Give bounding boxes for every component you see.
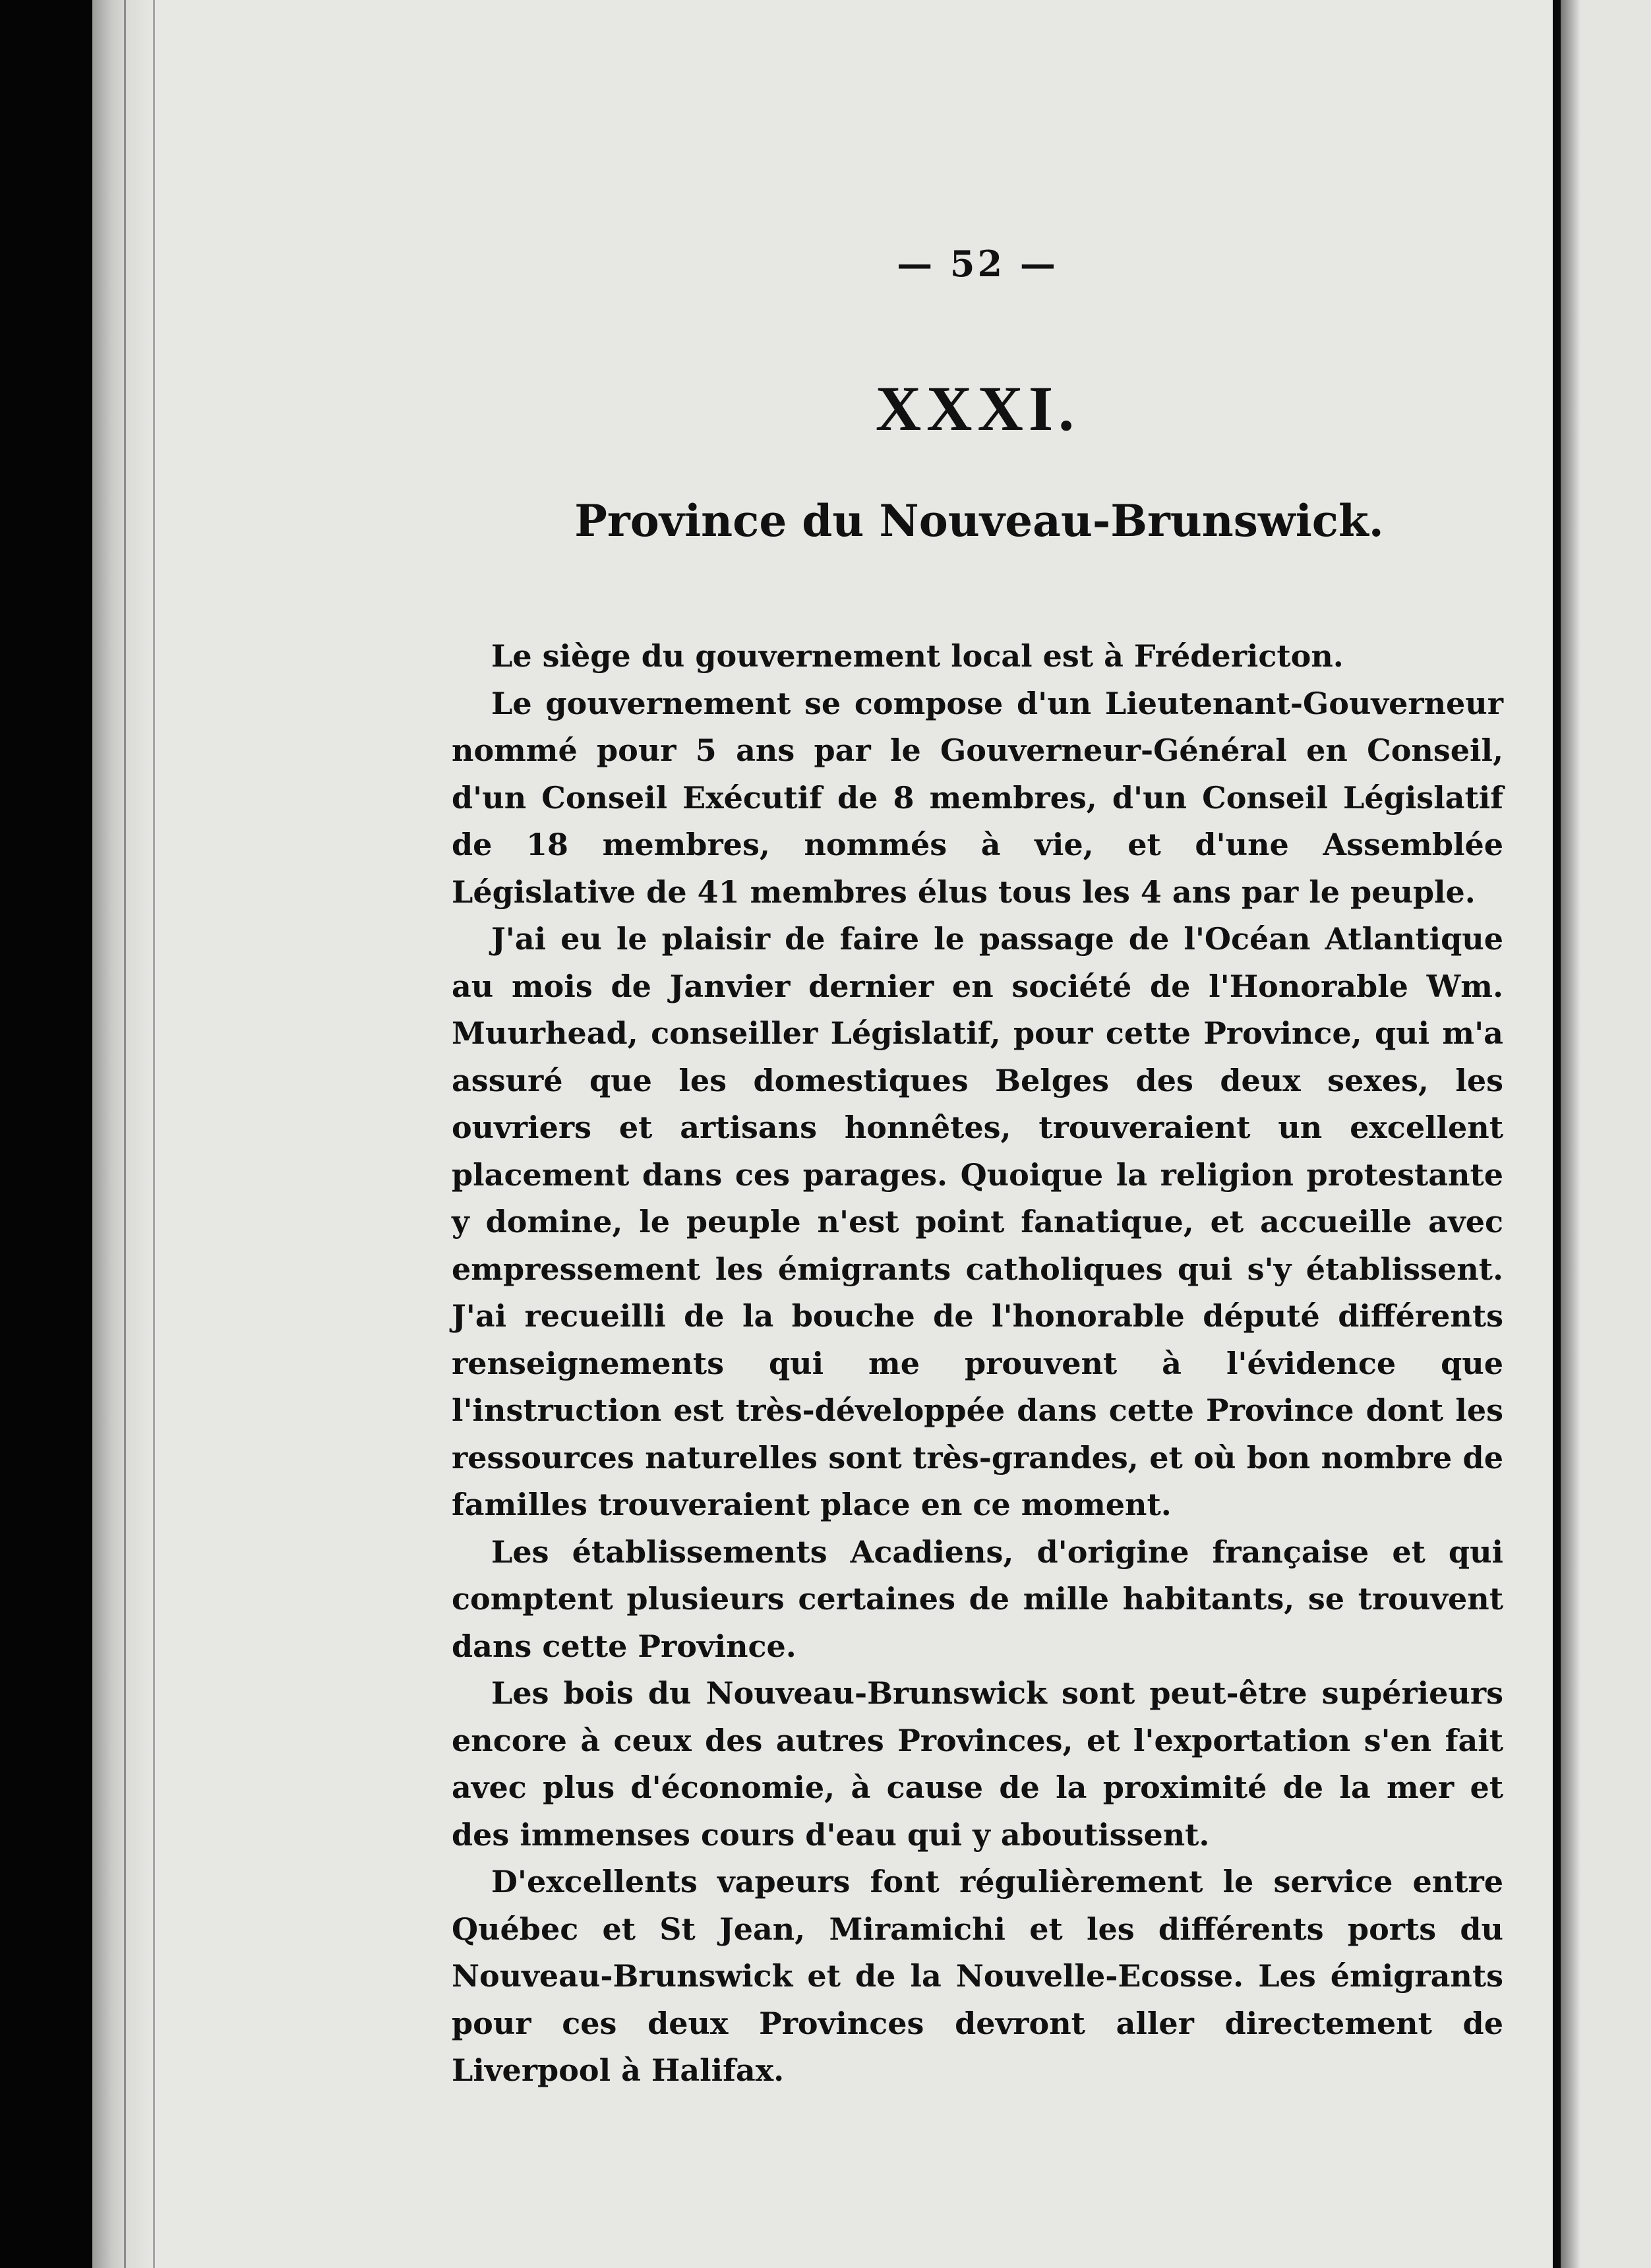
paragraph: Les établissements Acadiens, d'origine française et qui comptent plusieurs certaines de mille habitants, se trouvent dans cette Province.: [452, 1534, 1503, 1664]
paragraph: J'ai eu le plaisir de faire le passage de l'Océan Atlantique au mois de Janvier dernier en société de l'Honorable Wm. Muurhead, conseiller Législatif, pour cette Province, qui m'a assuré que les domestiques Belges des deux sexes, les ouvriers et artisans honnêtes, trouveraient un excellent placement dans ces parages. Quoique la religion protestante y domine, le peuple n'est point fanatique, et accueille avec empressement les émigrants catholiques qui s'y établissent. J'ai recueilli de la bouche de l'honorable député différents renseignements qui me prouvent à l'évidence que l'instruction est très-développée dans cette Province dont les ressources naturelles sont très-grandes, et où bon nombre de familles trouveraient place en ce moment.: [452, 921, 1503, 1522]
paragraph: D'excellents vapeurs font régulièrement le service entre Québec et St Jean, Miramichi et les différents ports du Nouveau-Brunswick et de la Nouvelle-Ecosse. Les émigrants pour ces deux Provinces devront aller directement de Liverpool à Halifax.: [452, 1864, 1503, 2088]
page-edge-line: [124, 0, 126, 2268]
page-number: — 52 —: [897, 243, 1058, 285]
body-text: [452, 633, 1503, 2095]
chapter-number: XXXI.: [875, 373, 1080, 444]
book-spine: [1553, 0, 1561, 2268]
book-page: [92, 0, 1553, 2268]
page-edge-line: [153, 0, 155, 2268]
paragraph: Les bois du Nouveau-Brunswick sont peut-être supérieurs encore à ceux des autres Provinces, et l'exportation s'en fait avec plus d'économie, à cause de la proximité de la mer et des immenses cours d'eau qui y aboutissent.: [452, 1675, 1503, 1853]
text-block: [452, 237, 1503, 2095]
paragraph: Le siège du gouvernement local est à Frédericton.: [491, 638, 1344, 674]
paragraph: Le gouvernement se compose d'un Lieutenant-Gouverneur nommé pour 5 ans par le Gouverneur-Général en Conseil, d'un Conseil Exécutif de 8 membres, d'un Conseil Législatif de 18 membres, nommés à vie, et d'une Assemblée Législative de 41 membres élus tous les 4 ans par le peuple.: [452, 685, 1503, 910]
adjacent-page-edge: [1561, 0, 1651, 2268]
chapter-title: Province du Nouveau-Brunswick.: [574, 495, 1384, 547]
